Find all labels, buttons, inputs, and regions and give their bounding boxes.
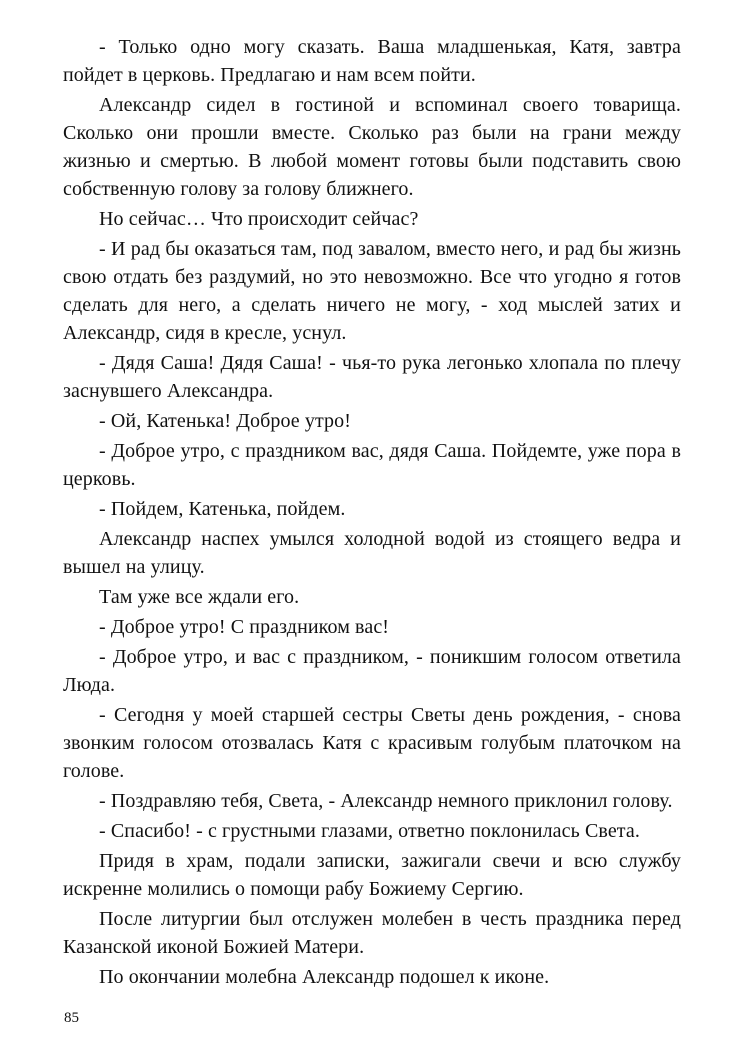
paragraph: По окончании молебна Александр подошел к иконе.: [99, 966, 550, 988]
paragraph: - Только одно могу сказать. Ваша младшенькая, Катя, завтра пойдет в церковь. Предлагаю и нам всем пойти.: [63, 36, 681, 86]
paragraph: - Доброе утро, и вас с праздником, - поникшим голосом ответила Люда.: [63, 646, 681, 696]
paragraph: Придя в храм, подали записки, зажигали свечи и всю службу искренне молились о помощи рабу Божиему Сергию.: [63, 850, 681, 900]
paragraph: - Пойдем, Катенька, пойдем.: [99, 498, 346, 520]
paragraph: - Ой, Катенька! Доброе утро!: [99, 410, 352, 432]
paragraph: После литургии был отслужен молебен в честь праздника перед Казанской иконой Божией Матери.: [63, 908, 681, 958]
paragraph: Александр сидел в гостиной и вспоминал своего товарища. Сколько они прошли вместе. Сколько раз были на грани между жизнью и смертью. В любой момент готовы были подставить свою собственную голову за голову ближнего.: [63, 94, 681, 200]
paragraph: - Поздравляю тебя, Света, - Александр немного приклонил голову.: [99, 790, 673, 812]
paragraph: Александр наспех умылся холодной водой из стоящего ведра и вышел на улицу.: [63, 528, 681, 578]
paragraph: Там уже все ждали его.: [99, 586, 300, 608]
page-text: [63, 33, 681, 993]
paragraph: - Дядя Саша! Дядя Саша! - чья-то рука легонько хлопала по плечу заснувшего Александра.: [63, 352, 681, 402]
paragraph: - Спасибо! - с грустными глазами, ответно поклонилась Света.: [99, 820, 640, 842]
paragraph: - Доброе утро, с праздником вас, дядя Саша. Пойдемте, уже пора в церковь.: [63, 440, 681, 490]
paragraph: - Доброе утро! С праздником вас!: [99, 616, 390, 638]
paragraph: Но сейчас… Что происходит сейчас?: [99, 208, 419, 230]
paragraph: - И рад бы оказаться там, под завалом, вместо него, и рад бы жизнь свою отдать без раздумий, но это невозможно. Все что угодно я готов сделать для него, а сделать ничего не могу, - ход мыслей затих и Александр, сидя в кресле, уснул.: [63, 238, 681, 344]
paragraph: - Сегодня у моей старшей сестры Светы день рождения, - снова звонким голосом отозвалась Катя с красивым голубым платочком на голове.: [63, 704, 681, 782]
page-number: 85: [64, 1010, 79, 1026]
